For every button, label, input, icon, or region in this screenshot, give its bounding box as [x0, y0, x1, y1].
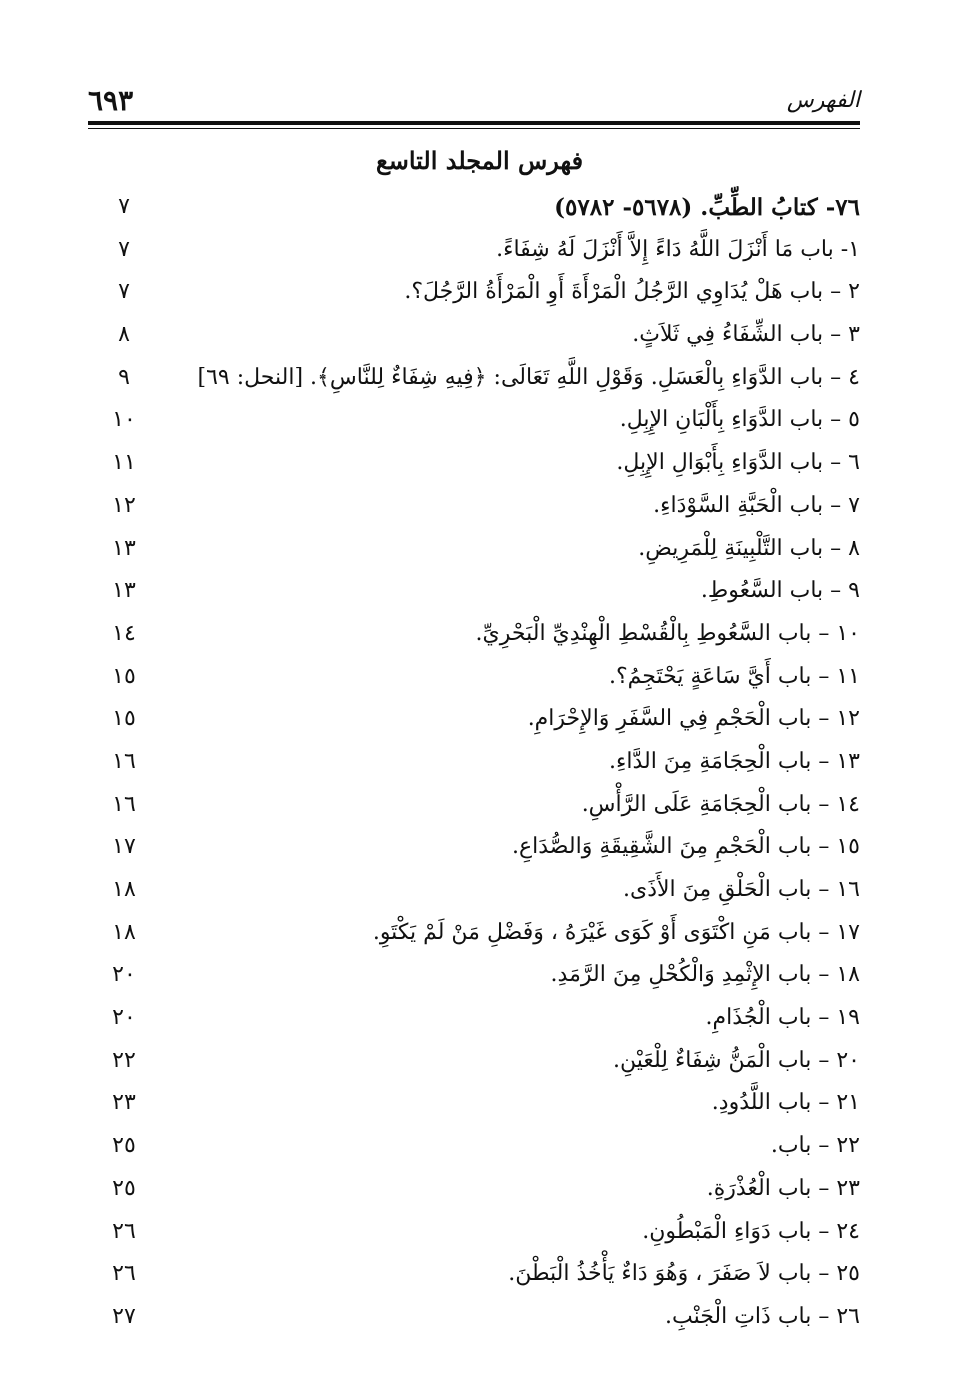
entry-page-number: ٢٣	[112, 1090, 136, 1116]
entry-page-number: ٨	[118, 322, 130, 348]
chapter-title: ٦ – باب الدَّوَاءِ بِأَبْوَالِ الإِبِلِ.	[616, 450, 860, 476]
chapter-title: ٢٥ – باب لاَ صَفَرَ ، وَهُوَ دَاءٌ يَأْخُذُ الْبَطْنَ.	[508, 1261, 860, 1287]
entry-page-number: ٧	[118, 236, 130, 262]
index-entry	[88, 871, 860, 914]
index-entry	[88, 572, 860, 615]
entry-page-number: ١٥	[112, 706, 136, 732]
index-entry	[88, 1084, 860, 1127]
chapter-title: ١٤ – باب الْحِجَامَةِ عَلَى الرَّأْسِ.	[581, 791, 860, 817]
entry-page-number: ١٨	[112, 877, 136, 902]
chapter-title: ١٩ – باب الْجُذَامِ.	[705, 1005, 860, 1031]
entry-page-number: ٢٠	[112, 962, 136, 988]
header-rule-thin	[88, 128, 860, 129]
header-rule-thick	[88, 121, 860, 125]
entry-page-number: ١٠	[112, 407, 136, 433]
entry-page-number: ١٤	[112, 620, 136, 646]
index-entry	[88, 1170, 860, 1213]
chapter-title: ١٢ – باب الْحَجْمِ فِي السَّفَرِ وَالإِحْرَامِ.	[527, 706, 860, 732]
chapter-title: ٨ – باب التَّلْبِينَةِ لِلْمَرِيضِ.	[638, 535, 860, 561]
entry-page-number: ٢٠	[112, 1005, 136, 1031]
chapter-title: ١٨ – باب الإِثْمِدِ وَالْكُحْلِ مِنَ الرَّمَدِ.	[550, 962, 860, 988]
chapter-title: ٣ – باب الشِّفَاءُ فِي ثَلاَثٍ.	[632, 322, 860, 348]
index-entry	[88, 1127, 860, 1170]
index-entries-list	[88, 188, 860, 1341]
index-entry	[88, 743, 860, 786]
index-title: فهرس المجلد التاسع	[375, 146, 584, 175]
chapter-title: ١٧ – باب مَنِ اكْتَوَى أَوْ كَوَى غَيْرَهُ ، وَفَضْلِ مَنْ لَمْ يَكْتَوِ.	[372, 919, 860, 945]
index-entry	[88, 658, 860, 701]
entry-page-number: ١٣	[112, 578, 136, 604]
index-entry	[88, 999, 860, 1042]
running-title: الفهرس	[786, 88, 860, 113]
index-entry	[88, 231, 860, 274]
entry-page-number: ١٨	[112, 919, 136, 945]
entry-page-number: ٢٧	[112, 1303, 136, 1329]
chapter-title: ٤ – باب الدَّوَاءِ بِالْعَسَلِ. وَقَوْلِ اللَّهِ تَعَالَى: ﴿فِيهِ شِفَاءٌ لِلنَّاسِ﴾. [النحل: ٦٩]	[197, 364, 860, 390]
chapter-title: ٢٠ – باب الْمَنُّ شِفَاءٌ لِلْعَيْنِ.	[612, 1047, 860, 1073]
index-entry	[88, 615, 860, 658]
chapter-title: ١١ – باب أَيَّ سَاعَةٍ يَحْتَجِمُ؟.	[608, 663, 860, 689]
entry-page-number: ٢٥	[112, 1133, 136, 1159]
chapter-title: ١- باب مَا أَنْزَلَ اللَّهُ دَاءً إِلاَّ أَنْزَلَ لَهُ شِفَاءً.	[496, 236, 860, 262]
index-entry	[88, 316, 860, 359]
index-entry	[88, 401, 860, 444]
entry-page-number: ١٢	[112, 492, 136, 518]
index-entry	[88, 956, 860, 999]
entry-page-number: ٢٦	[112, 1218, 136, 1244]
entry-page-number: ١٧	[112, 834, 136, 860]
entry-page-number: ١١	[112, 450, 136, 476]
entry-page-number: ١٥	[112, 663, 136, 689]
entry-page-number: ١٦	[112, 748, 136, 774]
chapter-title: ٩ – باب السَّعُوطِ.	[700, 578, 860, 604]
chapter-title: ١٦ – باب الْحَلْقِ مِنَ الأَذَى.	[623, 877, 860, 902]
entry-page-number: ٢٢	[112, 1047, 136, 1073]
index-entry	[88, 914, 860, 957]
entry-page-number: ١٦	[112, 791, 136, 817]
chapter-title: ١٣ – باب الْحِجَامَةِ مِنَ الدَّاءِ.	[609, 748, 860, 774]
index-entry	[88, 273, 860, 316]
page-number: ٦٩٣	[88, 84, 134, 117]
entry-page-number: ٢٥	[112, 1175, 136, 1201]
book-title: ٧٦- كتابُ الطِّبِّ. (٥٦٧٨- ٥٧٨٢)	[554, 194, 860, 221]
chapter-title: ٢١ – باب اللَّدُودِ.	[711, 1090, 860, 1116]
index-entry	[88, 1255, 860, 1298]
index-entry	[88, 700, 860, 743]
index-entry	[88, 359, 860, 402]
entry-page-number: ٧	[118, 279, 130, 305]
entry-page-number: ٧	[118, 194, 130, 219]
chapter-title: ٢٦ – باب ذَاتِ الْجَنْبِ.	[664, 1303, 860, 1329]
chapter-title: ٧ – باب الْحَبَّةِ السَّوْدَاءِ.	[653, 492, 860, 518]
index-entry	[88, 1042, 860, 1085]
page-header	[88, 84, 860, 120]
chapter-title: ٢٣ – باب الْعُذْرَةِ.	[706, 1175, 860, 1201]
index-entry	[88, 828, 860, 871]
chapter-title: ٢ – باب هَلْ يُدَاوِي الرَّجُلُ الْمَرْأَةَ أَوِ الْمَرْأَةُ الرَّجُلَ؟.	[404, 279, 860, 305]
chapter-title: ١٠ – باب السَّعُوطِ بِالْقُسْطِ الْهِنْدِيِّ الْبَحْرِيِّ.	[475, 620, 860, 646]
index-entry	[88, 487, 860, 530]
index-entry	[88, 530, 860, 573]
entry-page-number: ٢٦	[112, 1261, 136, 1287]
entry-page-number: ١٣	[112, 535, 136, 561]
index-entry	[88, 1298, 860, 1341]
chapter-title: ٢٤ – باب دَوَاءِ الْمَبْطُونِ.	[642, 1218, 860, 1244]
entry-page-number: ٩	[118, 364, 130, 390]
index-entry	[88, 188, 860, 231]
index-entry	[88, 1213, 860, 1256]
chapter-title: ٢٢ – باب.	[770, 1133, 860, 1159]
index-entry	[88, 444, 860, 487]
chapter-title: ١٥ – باب الْحَجْمِ مِنَ الشَّقِيقَةِ وَالصُّدَاعِ.	[512, 834, 860, 860]
index-entry	[88, 786, 860, 829]
chapter-title: ٥ – باب الدَّوَاءِ بِأَلْبَانِ الإِبِلِ.	[619, 407, 860, 433]
